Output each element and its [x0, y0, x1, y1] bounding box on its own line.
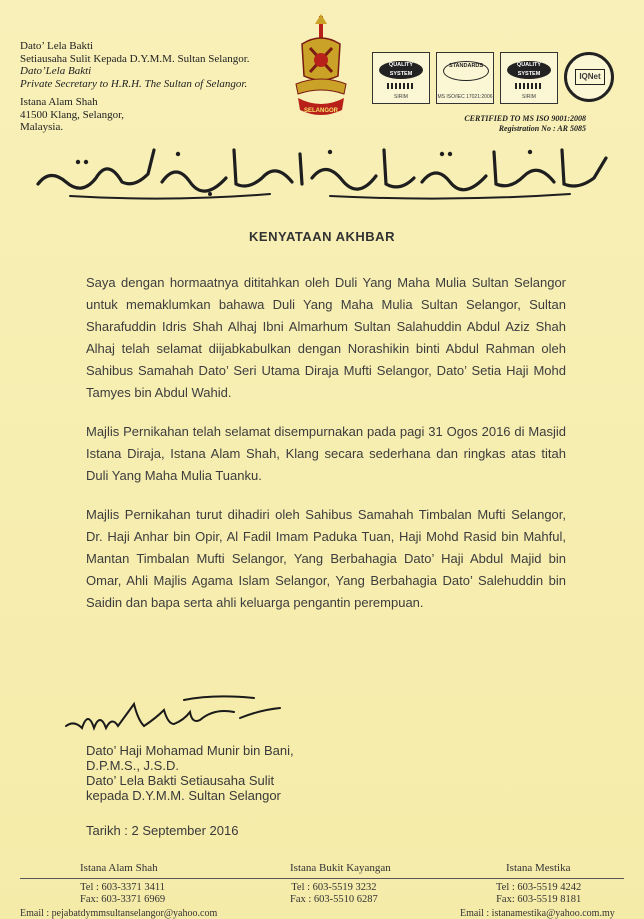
sender-title: Dato’ Lela Bakti [20, 40, 94, 52]
footer-office-heading: Istana Mestika [506, 862, 571, 874]
footer-contact: Tel : 603-3371 3411 Fax: 603-3371 6969 [80, 882, 166, 905]
signatory-position: Dato’ Lela Bakti Setiausaha Sulit [86, 773, 275, 788]
signatory-name: Dato’ Haji Mohamad Munir bin Bani, [86, 743, 294, 758]
letterhead-address [20, 40, 310, 134]
address-line: Istana Alam Shah [20, 96, 98, 108]
footer-email: Email : pejabatdymmsultanselangor@yahoo.com [20, 908, 218, 919]
certification-note: CERTIFIED TO MS ISO 9001:2008 Registration No : AR 5085 [464, 114, 586, 133]
svg-text:SELANGOR: SELANGOR [303, 108, 339, 114]
selangor-crest-icon [288, 14, 354, 122]
document-date: Tarikh : 2 September 2016 [86, 823, 239, 838]
handwritten-signature [64, 690, 284, 738]
jawi-calligraphy-heading [30, 138, 614, 202]
sender-title-en: Dato’Lela Bakti [20, 65, 92, 77]
address-line: Malaysia. [20, 121, 64, 133]
certification-logos [372, 52, 622, 110]
signatory-position: kepada D.Y.M.M. Sultan Selangor [86, 788, 281, 803]
paragraph: Saya dengan hormaatnya dititahkan oleh Duli Yang Maha Mulia Sultan Selangor untuk memaklumkan bahawa Duli Yang Maha Mulia Sultan Selangor, Sultan Sharafuddin Idris Shah Alhaj Ibni Almarhum Sultan Salahuddin Abdul Aziz Shah Alhaj telah selamat diijabkabulkan dengan Norashikin binti Abdul Rahman oleh Sahibus Samahah Dato’ Seri Utama Diraja Mufti Selangor, Dato’ Setia Haji Mohd Tamyes bin Abdul Wahid. [86, 275, 566, 400]
quality-system-logo: QUALITY SYSTEM SIRIM [372, 52, 430, 104]
paragraph: Majlis Pernikahan telah selamat disempurnakan pada pagi 31 Ogos 2016 di Masjid Istana Diraja, Istana Alam Shah, Klang secara sederhana dan ringkas atas titah Duli Yang Maha Mulia Tuanku. [86, 424, 566, 483]
sender-title-en-full: Private Secretary to H.R.H. The Sultan of Selangor. [20, 77, 248, 90]
footer-email: Email : istanamestika@yahoo.com.my [460, 908, 615, 919]
iqnet-logo: IQNet [564, 52, 614, 102]
footer-office-heading: Istana Alam Shah [80, 862, 158, 874]
sender-title-full: Setiausaha Sulit Kepada D.Y.M.M. Sultan Selangor. [20, 52, 250, 65]
press-release-title: KENYATAAN AKHBAR [249, 229, 395, 244]
signatory-honours: D.P.M.S., J.S.D. [86, 758, 179, 773]
press-release-body [86, 272, 566, 631]
quality-system-logo-2: QUALITY SYSTEM SIRIM [500, 52, 558, 104]
footer-contact: Tel : 603-5519 4242 Fax: 603-5519 8181 [496, 882, 582, 905]
address-line: 41500 Klang, Selangor, [20, 108, 125, 121]
standards-malaysia-logo: STANDARDS MS ISO/IEC 17021:2006 [436, 52, 494, 104]
footer-divider [20, 878, 624, 879]
paragraph: Majlis Pernikahan turut dihadiri oleh Sahibus Samahah Timbalan Mufti Selangor, Dr. Haji Anhar bin Opir, Al Fadil Imam Paduka Tuan, Haji Mohd Rasid bin Mahful, Mantan Timbalan Mufti Selangor, Yang Berbahagia Dato’ Haji Abdul Majid bin Omar, Ahli Majlis Agama Islam Selangor, Yang Berbahagia Dato’ Salehuddin bin Saidin dan bapa serta ahli keluarga pengantin perempuan. [86, 507, 566, 610]
footer-contact: Tel : 603-5519 3232 Fax : 603-5510 6287 [290, 882, 378, 905]
footer-office-heading: Istana Bukit Kayangan [290, 862, 391, 874]
signatory-block [86, 743, 294, 803]
